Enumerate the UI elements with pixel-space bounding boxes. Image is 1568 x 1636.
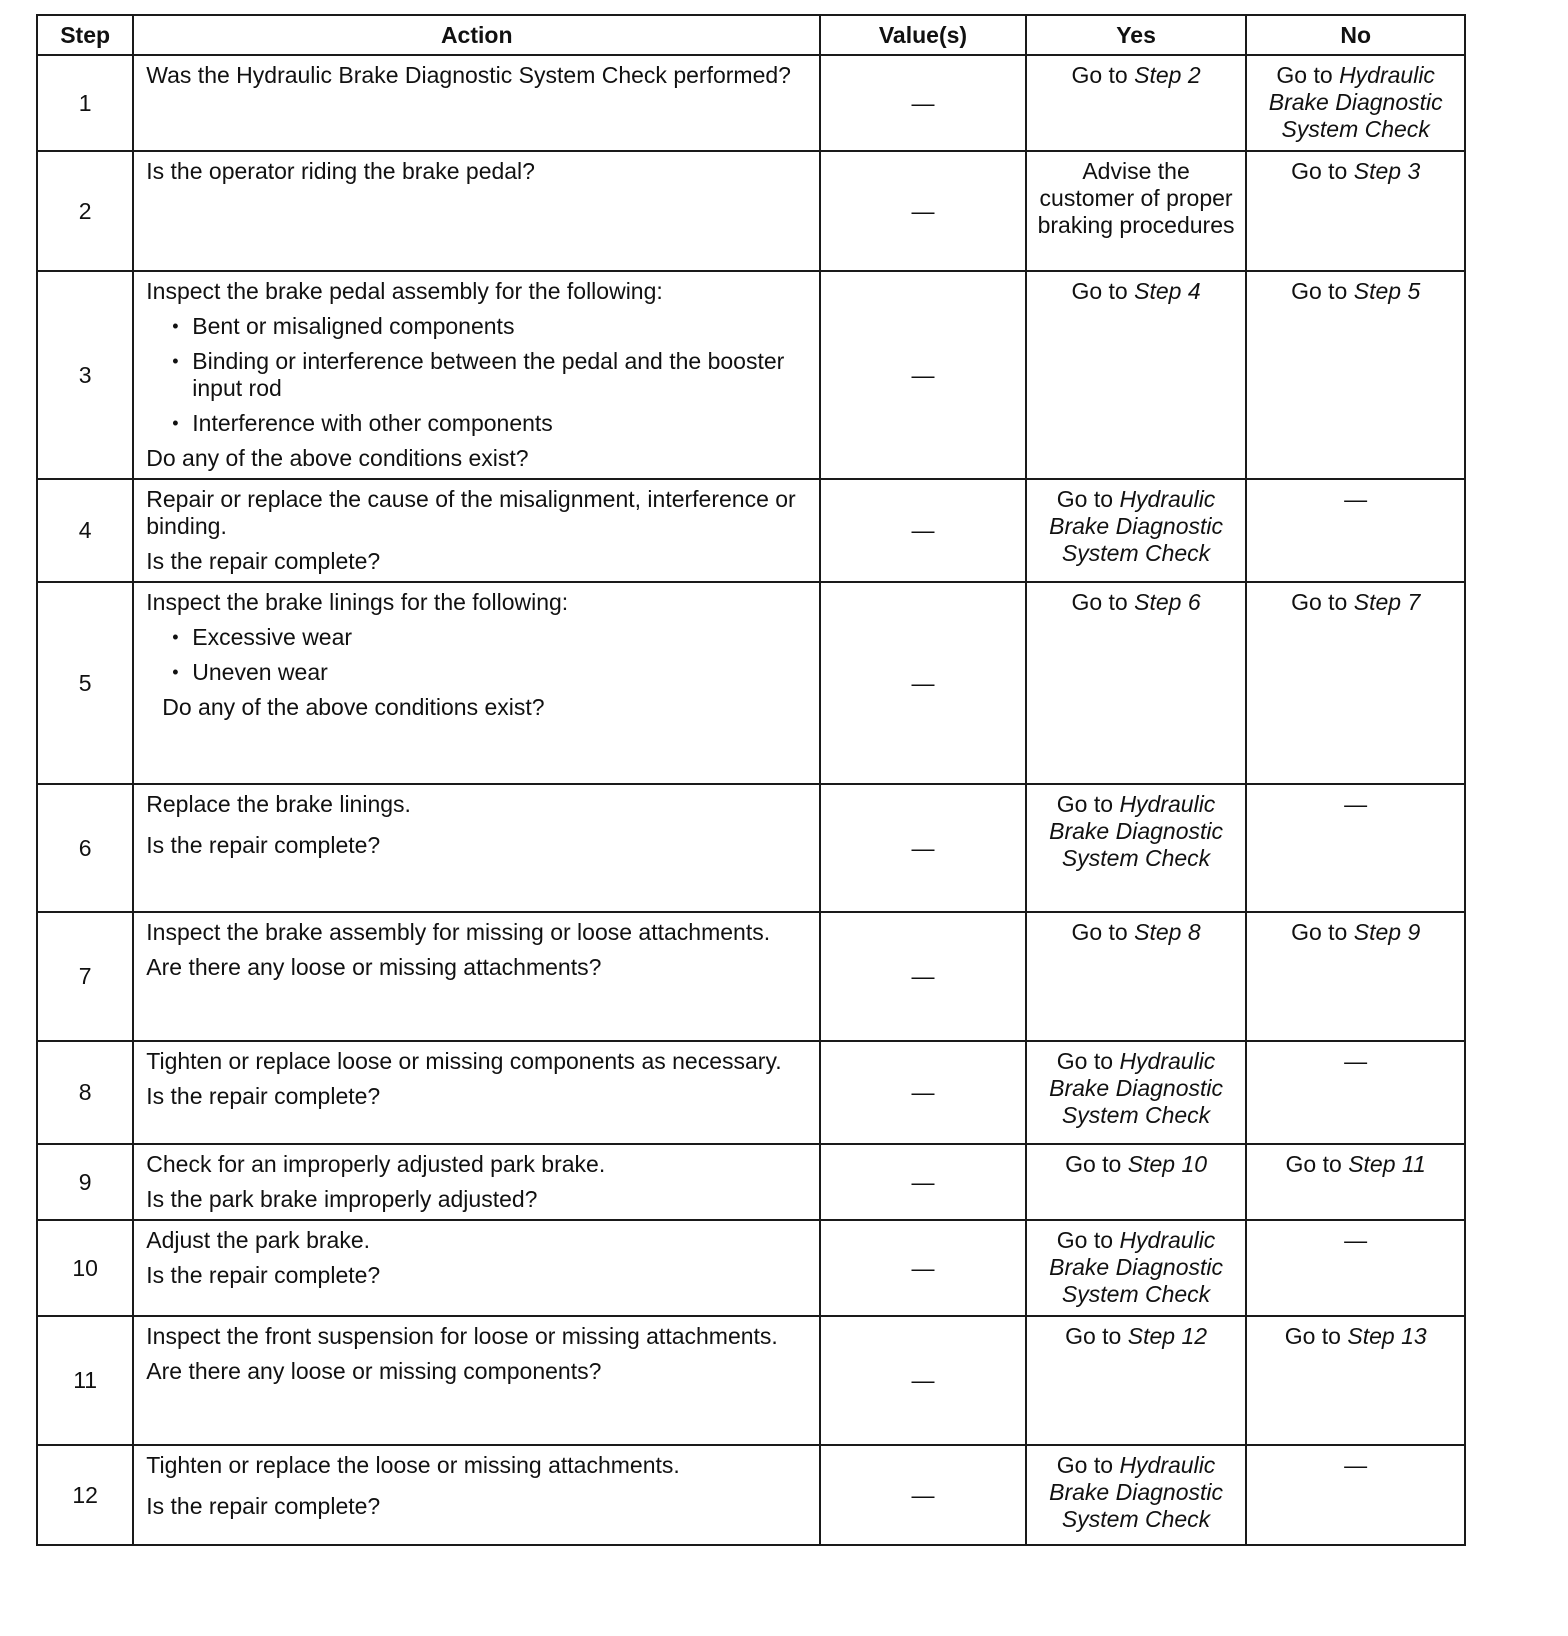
step-number: 3	[37, 271, 133, 479]
action-text: Check for an improperly adjusted park brake.	[146, 1151, 606, 1177]
table-row	[37, 1220, 1465, 1316]
no-cell	[1246, 151, 1465, 271]
no-step-link[interactable]: Step 11	[1348, 1151, 1426, 1177]
action-cell	[133, 479, 820, 582]
action-text: Replace the brake linings.	[146, 791, 411, 817]
table-row	[37, 151, 1465, 271]
no-cell	[1246, 55, 1465, 151]
step-number: 5	[37, 582, 133, 784]
yes-lead: Go to	[1056, 486, 1120, 512]
yes-lead: Go to	[1071, 278, 1135, 304]
yes-cell	[1026, 1144, 1247, 1220]
no-lead: Go to	[1291, 158, 1354, 184]
no-step-link[interactable]: Step 3	[1353, 158, 1421, 184]
no-cell: —	[1246, 784, 1465, 912]
table-row	[37, 271, 1465, 479]
action-text: Inspect the front suspension for loose or missing attachments.	[146, 1323, 778, 1349]
list-item: • Uneven wear	[146, 659, 809, 686]
table-row	[37, 912, 1465, 1041]
action-cell	[133, 582, 820, 784]
action-question: Are there any loose or missing attachments?	[146, 954, 602, 980]
action-cell	[133, 1445, 820, 1545]
step-number: 7	[37, 912, 133, 1041]
action-text: Adjust the park brake.	[146, 1227, 370, 1253]
table-row	[37, 582, 1465, 784]
action-text: Tighten or replace loose or missing components as necessary.	[146, 1048, 782, 1074]
action-question: Is the repair complete?	[146, 832, 381, 858]
action-text: Inspect the brake pedal assembly for the following:	[146, 278, 663, 304]
action-text: Repair or replace the cause of the misalignment, interference or binding.	[146, 486, 796, 539]
condition-list	[146, 624, 809, 686]
list-item: • Binding or interference between the pedal and the booster input rod	[146, 348, 809, 402]
table-row	[37, 479, 1465, 582]
action-question: Do any of the above conditions exist?	[146, 445, 529, 471]
yes-cell	[1026, 1445, 1247, 1545]
step-number: 4	[37, 479, 133, 582]
table-row	[37, 1144, 1465, 1220]
action-cell	[133, 271, 820, 479]
yes-lead: Go to	[1071, 919, 1135, 945]
yes-step-link[interactable]: Step 10	[1127, 1151, 1208, 1177]
condition-list	[146, 313, 809, 437]
action-cell	[133, 55, 820, 151]
table-row	[37, 1041, 1465, 1144]
yes-cell	[1026, 1316, 1247, 1445]
no-cell: —	[1246, 1445, 1465, 1545]
no-cell: —	[1246, 479, 1465, 582]
action-question: Is the repair complete?	[146, 1262, 381, 1288]
yes-step-link[interactable]: Hydraulic Brake Diagnostic System Check	[1049, 791, 1223, 871]
yes-step-link[interactable]: Hydraulic Brake Diagnostic System Check	[1049, 1048, 1223, 1128]
list-item: • Interference with other components	[146, 410, 809, 437]
action-question: Is the repair complete?	[146, 548, 381, 574]
action-text: Inspect the brake linings for the following:	[146, 589, 569, 615]
yes-cell	[1026, 1041, 1247, 1144]
yes-lead: Go to	[1056, 791, 1120, 817]
step-number: 12	[37, 1445, 133, 1545]
action-cell	[133, 1316, 820, 1445]
yes-lead: Go to	[1056, 1227, 1120, 1253]
value-cell: —	[820, 151, 1026, 271]
action-text: Inspect the brake assembly for missing or loose attachments.	[146, 919, 771, 945]
action-cell	[133, 912, 820, 1041]
diagnostic-table	[36, 14, 1466, 1546]
yes-cell	[1026, 55, 1247, 151]
yes-step-link[interactable]: Step 8	[1134, 919, 1201, 945]
value-cell: —	[820, 55, 1026, 151]
yes-cell	[1026, 479, 1247, 582]
action-question: Is the park brake improperly adjusted?	[146, 1186, 538, 1212]
no-lead: Go to	[1291, 919, 1354, 945]
action-question: Is the repair complete?	[146, 1493, 381, 1519]
yes-step-link[interactable]: Hydraulic Brake Diagnostic System Check	[1049, 1452, 1223, 1532]
value-cell: —	[820, 1316, 1026, 1445]
action-cell	[133, 1041, 820, 1144]
yes-cell: Advise the customer of proper braking procedures	[1026, 151, 1247, 271]
no-cell	[1246, 912, 1465, 1041]
yes-step-link[interactable]: Step 12	[1127, 1323, 1208, 1349]
yes-cell	[1026, 784, 1247, 912]
value-cell: —	[820, 1144, 1026, 1220]
yes-step-link[interactable]: Step 6	[1134, 589, 1201, 615]
yes-cell	[1026, 271, 1247, 479]
step-number: 1	[37, 55, 133, 151]
no-cell: —	[1246, 1220, 1465, 1316]
no-cell	[1246, 582, 1465, 784]
step-number: 6	[37, 784, 133, 912]
action-text: Tighten or replace the loose or missing attachments.	[146, 1452, 680, 1478]
header-step: Step	[37, 15, 133, 55]
header-yes: Yes	[1026, 15, 1247, 55]
yes-step-link[interactable]: Hydraulic Brake Diagnostic System Check	[1049, 486, 1223, 566]
no-lead: Go to	[1276, 62, 1340, 88]
header-values: Value(s)	[820, 15, 1026, 55]
action-cell	[133, 1220, 820, 1316]
value-cell: —	[820, 912, 1026, 1041]
yes-lead: Go to	[1071, 589, 1135, 615]
no-cell	[1246, 271, 1465, 479]
yes-step-link[interactable]: Hydraulic Brake Diagnostic System Check	[1049, 1227, 1223, 1307]
no-lead: Go to	[1285, 1151, 1349, 1177]
yes-lead: Go to	[1056, 1048, 1120, 1074]
no-step-link[interactable]: Step 7	[1353, 589, 1421, 615]
action-question: Are there any loose or missing components?	[146, 1358, 602, 1384]
step-number: 9	[37, 1144, 133, 1220]
value-cell: —	[820, 582, 1026, 784]
action-cell	[133, 784, 820, 912]
no-lead: Go to	[1291, 278, 1354, 304]
yes-cell	[1026, 582, 1247, 784]
yes-lead: Go to	[1065, 1151, 1128, 1177]
no-step-link[interactable]: Step 5	[1353, 278, 1421, 304]
value-cell: —	[820, 479, 1026, 582]
no-cell	[1246, 1144, 1465, 1220]
header-action: Action	[133, 15, 820, 55]
header-no: No	[1246, 15, 1465, 55]
action-text: Was the Hydraulic Brake Diagnostic System Check performed?	[146, 62, 791, 88]
yes-step-link[interactable]: Step 4	[1134, 278, 1201, 304]
yes-cell	[1026, 1220, 1247, 1316]
no-step-link[interactable]: Step 13	[1347, 1323, 1427, 1349]
value-cell: —	[820, 784, 1026, 912]
value-cell: —	[820, 1445, 1026, 1545]
list-item: • Bent or misaligned components	[146, 313, 809, 340]
action-text: Is the operator riding the brake pedal?	[146, 158, 535, 184]
table-row	[37, 784, 1465, 912]
value-cell: —	[820, 1041, 1026, 1144]
table-row	[37, 55, 1465, 151]
step-number: 8	[37, 1041, 133, 1144]
value-cell: —	[820, 271, 1026, 479]
value-cell: —	[820, 1220, 1026, 1316]
step-number: 10	[37, 1220, 133, 1316]
action-question: Do any of the above conditions exist?	[162, 694, 545, 720]
action-question: Is the repair complete?	[146, 1083, 381, 1109]
step-number: 11	[37, 1316, 133, 1445]
yes-cell	[1026, 912, 1247, 1041]
no-lead: Go to	[1291, 589, 1354, 615]
action-cell	[133, 151, 820, 271]
yes-lead: Go to	[1065, 1323, 1128, 1349]
no-cell	[1246, 1316, 1465, 1445]
step-number: 2	[37, 151, 133, 271]
yes-lead: Go to	[1071, 62, 1135, 88]
table-row	[37, 1316, 1465, 1445]
action-cell	[133, 1144, 820, 1220]
no-lead: Go to	[1284, 1323, 1348, 1349]
no-cell: —	[1246, 1041, 1465, 1144]
no-step-link[interactable]: Step 9	[1353, 919, 1421, 945]
header-row	[37, 15, 1465, 55]
list-item: • Excessive wear	[146, 624, 809, 651]
table-row	[37, 1445, 1465, 1545]
no-step-link[interactable]: Hydraulic Brake Diagnostic System Check	[1268, 62, 1443, 142]
yes-lead: Go to	[1056, 1452, 1120, 1478]
yes-step-link[interactable]: Step 2	[1134, 62, 1201, 88]
